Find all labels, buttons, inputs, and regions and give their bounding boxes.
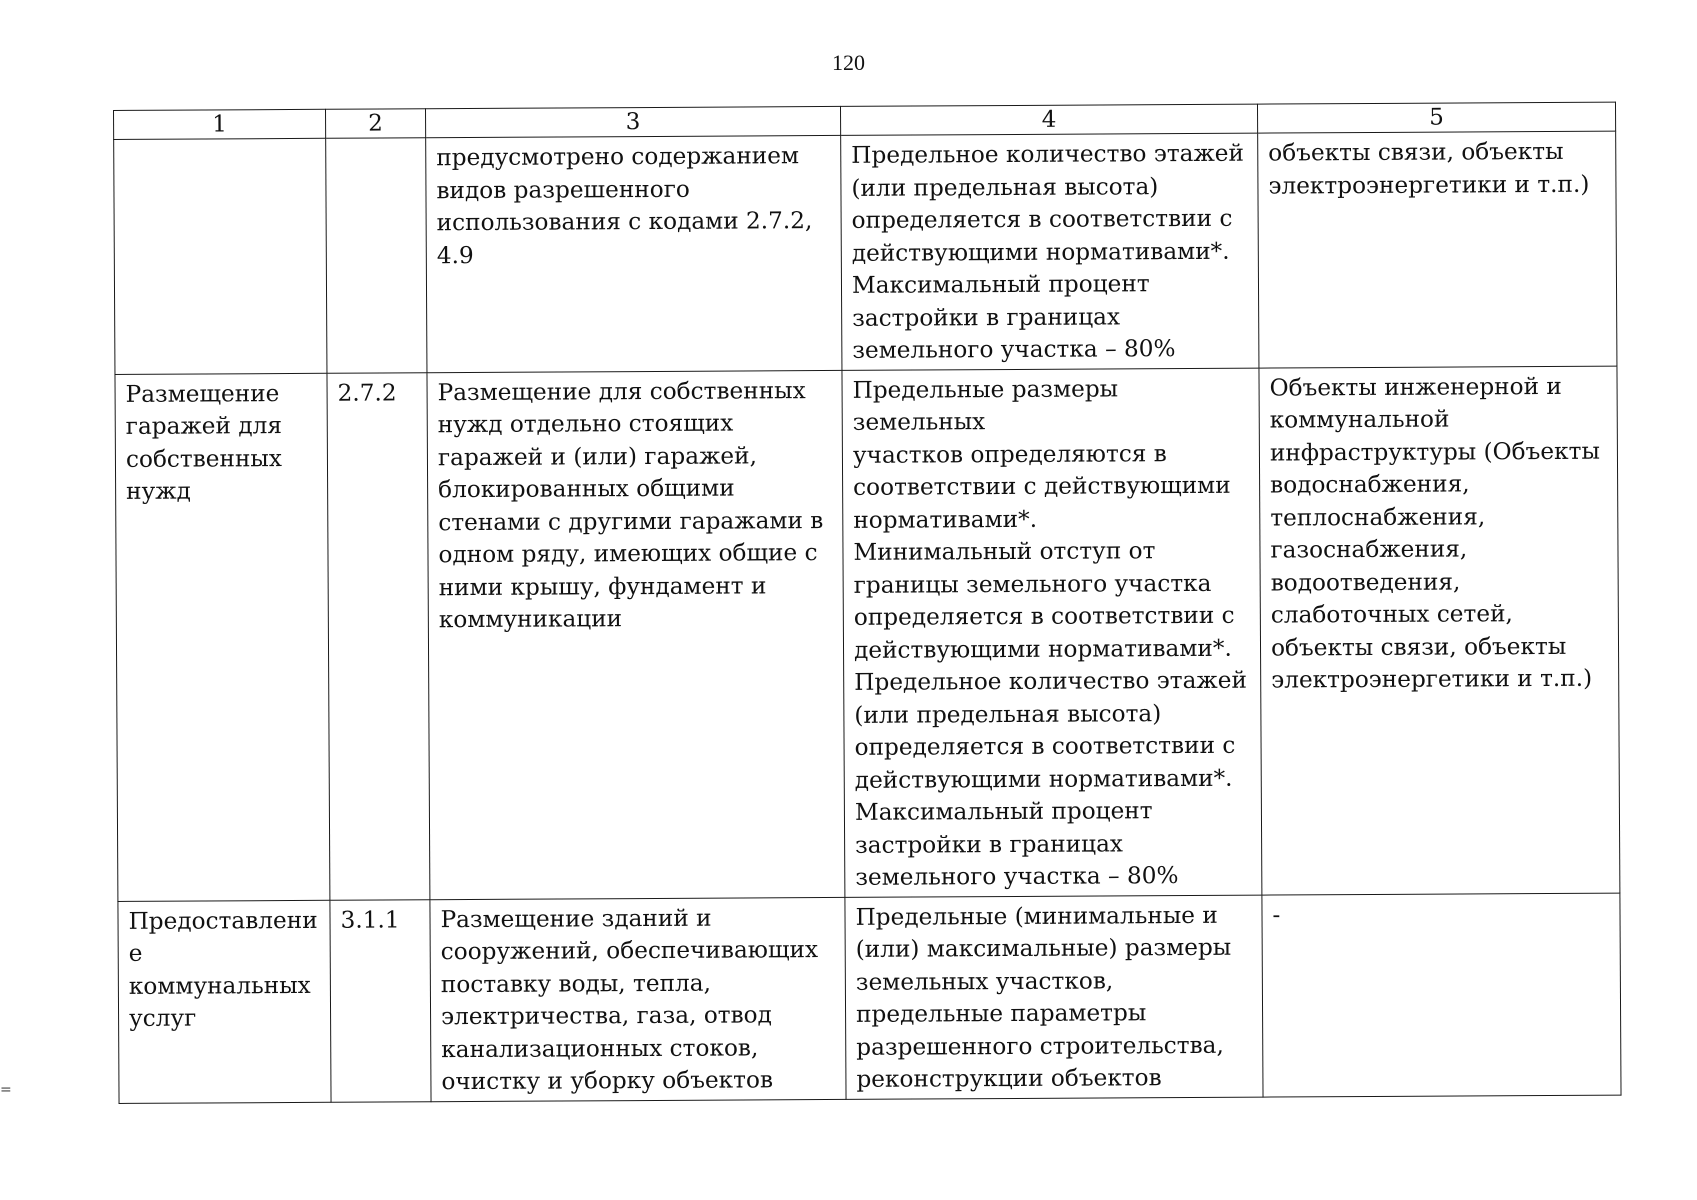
table-row — [114, 131, 1617, 374]
use-name-cell: Размещение гаражей для собственных нужд — [115, 373, 330, 901]
use-parameters-cell: Предельные (минимальные и (или) максимальные) размеры земельных участков, предельные параметры разрешенного строительства, реконструкции объектов — [845, 895, 1263, 1099]
header-col-4: 4 — [840, 104, 1257, 135]
auxiliary-uses-cell: - — [1262, 893, 1621, 1097]
use-code-cell — [326, 138, 427, 373]
use-name-cell: Предоставлени е коммунальных услуг — [118, 900, 331, 1103]
auxiliary-uses-cell: Объекты инженерной и коммунальной инфраструктуры (Объекты водоснабжения, теплоснабжения, газоснабжения, водоотведения, слаботочных сетей, объекты связи, объекты электроэнергетики и т.п.) — [1259, 366, 1620, 895]
use-code-cell: 3.1.1 — [330, 899, 431, 1102]
use-parameters-cell: Предельное количество этажей (или предельная высота) определяется в соответствии с действующими нормативами*. Максимальный процент застройки в границах земельного участка – 80% — [841, 133, 1259, 370]
table-row — [118, 893, 1621, 1103]
use-description-cell: Размещение зданий и сооружений, обеспечивающих поставку воды, тепла, электричества, газа, отвод канализационных стоков, очистку и уборку объектов — [430, 897, 846, 1101]
header-col-5: 5 — [1257, 102, 1615, 133]
header-col-2: 2 — [325, 109, 425, 139]
edge-scan-mark: = — [0, 1082, 12, 1098]
header-col-3: 3 — [425, 106, 840, 137]
use-name-cell — [114, 138, 327, 374]
use-description-cell: Размещение для собственных нужд отдельно стоящих гаражей и (или) гаражей, блокированных общими стенами с другими гаражами в одном ряду, имеющих общие с ними крышу, фундамент и коммуникации — [427, 370, 845, 899]
auxiliary-uses-cell: объекты связи, объекты электроэнергетики и т.п.) — [1258, 131, 1617, 367]
use-parameters-cell: Предельные размеры земельных участков определяются в соответствии с действующими нормативами*. Минимальный отступ от границы земельного участка определяется в соответствии с действующими нормативами*. Предельное количество этажей (или предельная высота) определяется в соответствии с действующими нормативами*. Максимальный процент застройки в границах земельного участка – 80% — [842, 368, 1262, 897]
use-code-cell: 2.7.2 — [327, 372, 430, 900]
use-description-cell: предусмотрено содержанием видов разрешенного использования с кодами 2.7.2, 4.9 — [426, 135, 842, 372]
land-use-table — [113, 102, 1622, 1104]
table-row — [115, 366, 1620, 901]
page-number: 120 — [832, 50, 865, 75]
header-col-1: 1 — [114, 109, 326, 139]
